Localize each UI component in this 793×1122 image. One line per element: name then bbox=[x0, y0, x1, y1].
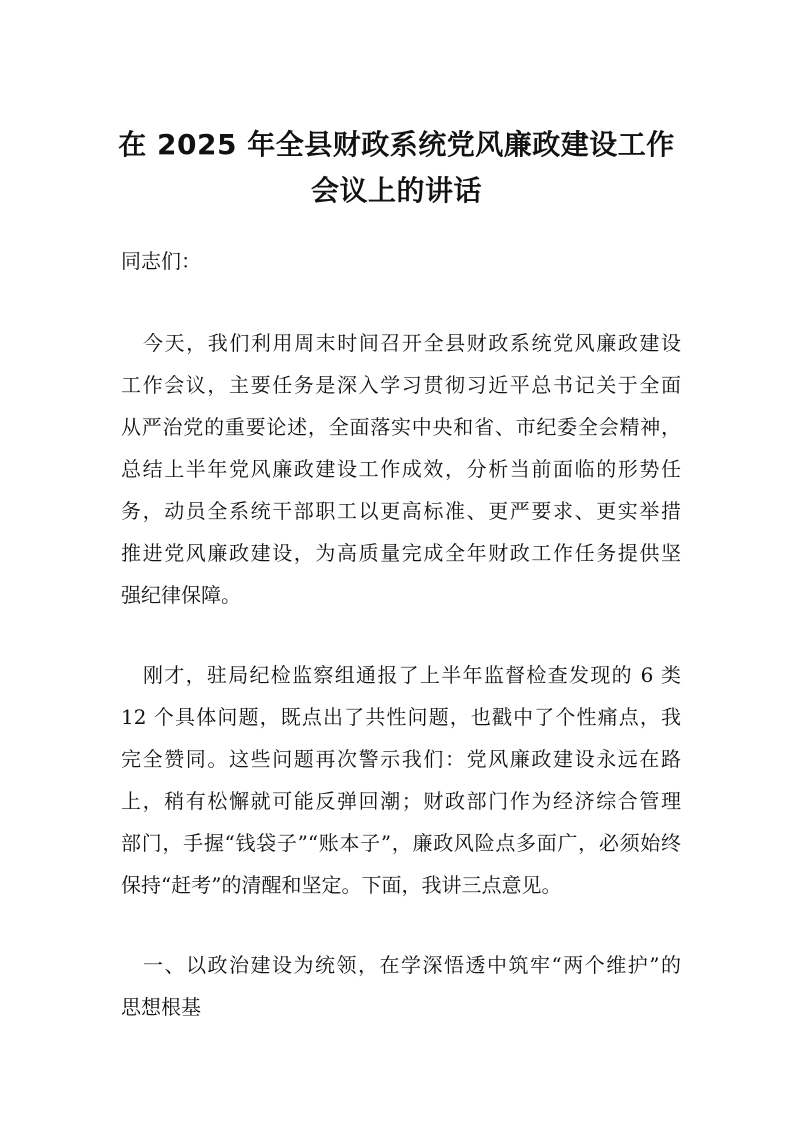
paragraph-1 bbox=[121, 322, 681, 616]
paragraph-line: 强纪律保障。 bbox=[121, 583, 241, 607]
paragraph-line: 推进党风廉政建设，为高质量完成全年财政工作任务提供坚 bbox=[121, 541, 681, 565]
paragraph-line: 完全赞同。这些问题再次警示我们：党风廉政建设永远在路 bbox=[121, 747, 681, 771]
section-heading-1 bbox=[121, 944, 681, 1028]
greeting: 同志们： bbox=[121, 249, 201, 273]
title-line: 会议上的讲话 bbox=[310, 174, 482, 207]
paragraph-line: 从严治党的重要论述，全面落实中央和省、市纪委全会精神， bbox=[121, 415, 681, 439]
paragraph-line: 思想根基 bbox=[121, 995, 201, 1019]
paragraph-line: 刚才，驻局纪检监察组通报了上半年监督检查发现的 6 类 bbox=[143, 663, 681, 687]
paragraph-line: 今天，我们利用周末时间召开全县财政系统党风廉政建设 bbox=[143, 331, 681, 355]
title-line: 在 2025 年全县财政系统党风廉政建设工作 bbox=[118, 128, 675, 161]
paragraph-line: 12 个具体问题，既点出了共性问题，也戳中了个性痛点，我 bbox=[121, 705, 681, 729]
paragraph-line: 保持“赶考”的清醒和坚定。下面，我讲三点意见。 bbox=[121, 873, 562, 897]
paragraph-line: 工作会议，主要任务是深入学习贯彻习近平总书记关于全面 bbox=[121, 373, 681, 397]
paragraph-line: 务，动员全系统干部职工以更高标准、更严要求、更实举措 bbox=[121, 499, 681, 523]
paragraph-line: 部门，手握“钱袋子”“账本子”，廉政风险点多面广，必须始终 bbox=[121, 831, 681, 855]
paragraph-2 bbox=[121, 654, 681, 906]
paragraph-line: 总结上半年党风廉政建设工作成效，分析当前面临的形势任 bbox=[121, 457, 681, 481]
paragraph-line: 一、以政治建设为统领，在学深悟透中筑牢“两个维护”的 bbox=[143, 953, 681, 977]
document-title bbox=[100, 122, 693, 214]
paragraph-line: 上，稍有松懈就可能反弹回潮；财政部门作为经济综合管理 bbox=[121, 789, 681, 813]
